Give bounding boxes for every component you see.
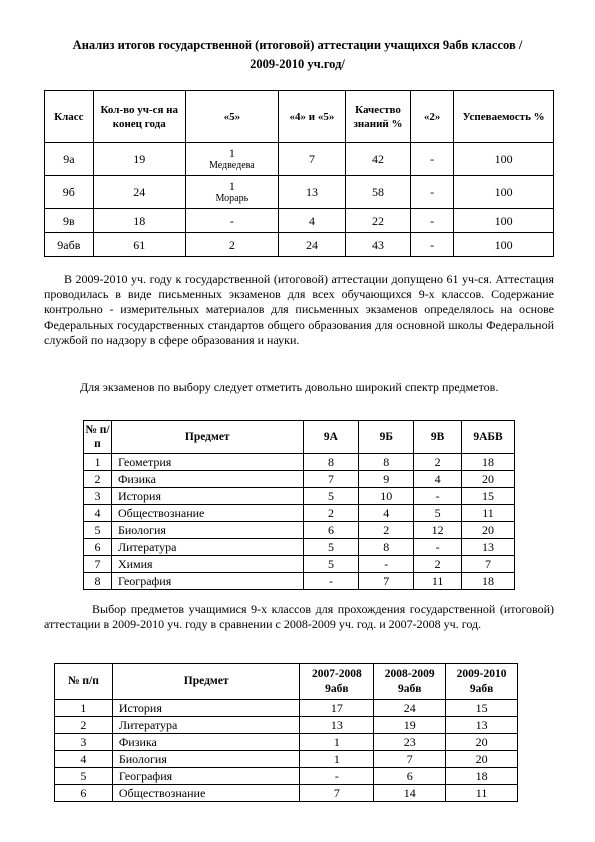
table-cell: 2 bbox=[414, 556, 462, 573]
year-label: 2007-2008 bbox=[311, 667, 362, 680]
table-cell: 2 bbox=[359, 522, 414, 539]
cell-count: 18 bbox=[93, 209, 185, 233]
table-cell: 6 bbox=[303, 522, 359, 539]
year-label: 2008-2009 bbox=[384, 667, 435, 680]
year-classes-label: 9абв bbox=[397, 682, 422, 695]
table-cell: 2 bbox=[303, 505, 359, 522]
header-9b: 9Б bbox=[359, 421, 414, 454]
table-row bbox=[84, 471, 515, 488]
year-classes-label: 9абв bbox=[325, 682, 349, 695]
table-cell: 18 bbox=[462, 454, 515, 471]
table-row bbox=[55, 734, 518, 751]
table-row bbox=[55, 700, 518, 717]
cell-subject: Биология bbox=[111, 522, 303, 539]
table-cell: 18 bbox=[446, 768, 518, 785]
table-row bbox=[45, 233, 554, 257]
header-year-2007 bbox=[300, 664, 374, 700]
cell-quality: 43 bbox=[346, 233, 411, 257]
table-cell: 3 bbox=[55, 734, 113, 751]
table-cell: 8 bbox=[303, 454, 359, 471]
five-count: 1 bbox=[228, 145, 235, 160]
table-row bbox=[84, 522, 515, 539]
table-cell: 2 bbox=[84, 471, 112, 488]
paragraph-comparison: Выбор предметов учащимися 9-х классов для прохождения государственной (итоговой) аттестации в 2009-2010 уч. году в сравнении с 2008-2009 уч. год. и 2007-2008 уч. год. bbox=[44, 602, 554, 632]
table-row bbox=[84, 573, 515, 590]
cell-success: 100 bbox=[454, 233, 554, 257]
table-row bbox=[45, 176, 554, 209]
table-row bbox=[55, 785, 518, 802]
table-row bbox=[55, 768, 518, 785]
table-cell: 5 bbox=[84, 522, 112, 539]
header-subject: Предмет bbox=[112, 664, 300, 700]
table-cell: 11 bbox=[414, 573, 462, 590]
table-cell: 1 bbox=[55, 700, 113, 717]
paragraph-admission: В 2009-2010 уч. году к государственной (итоговой) аттестации допущено 61 уч-ся. Аттестация проводилась в виде письменных экзаменов для всех обучающихся 9-х классов. Содержание контрольно - измерительных материалов для письменных экзаменов определялось на основе Федеральных государственных стандартов общего образования для основной школы Федеральной службой по надзору в сфере образования и науки. bbox=[44, 272, 554, 347]
table-cell: 7 bbox=[300, 785, 374, 802]
table-cell: 1 bbox=[84, 454, 112, 471]
table-cell: 8 bbox=[84, 573, 112, 590]
header-year-2008 bbox=[374, 664, 446, 700]
table-cell: 14 bbox=[374, 785, 446, 802]
cell-subject: Литература bbox=[112, 717, 300, 734]
header-9v: 9В bbox=[414, 421, 462, 454]
header-five: «5» bbox=[185, 91, 278, 143]
cell-subject: Биология bbox=[112, 751, 300, 768]
table-cell: 4 bbox=[84, 505, 112, 522]
cell-success: 100 bbox=[454, 176, 554, 209]
cell-success: 100 bbox=[454, 209, 554, 233]
cell-subject: Физика bbox=[111, 471, 303, 488]
cell-subject: Геометрия bbox=[111, 454, 303, 471]
header-count: Кол-во уч-ся на конец года bbox=[93, 91, 185, 143]
five-student-name: Медведева bbox=[208, 159, 255, 171]
cell-subject: Обществознание bbox=[111, 505, 303, 522]
table-cell: 3 bbox=[84, 488, 112, 505]
cell-two: - bbox=[411, 176, 454, 209]
table-cell: 13 bbox=[300, 717, 374, 734]
table-cell: 17 bbox=[300, 700, 374, 717]
cell-five bbox=[185, 143, 278, 176]
header-two: «2» bbox=[411, 91, 454, 143]
table-cell: 12 bbox=[414, 522, 462, 539]
cell-subject: География bbox=[112, 768, 300, 785]
table-cell: 4 bbox=[414, 471, 462, 488]
cell-count: 61 bbox=[93, 233, 185, 257]
cell-subject: История bbox=[111, 488, 303, 505]
table-cell: 7 bbox=[374, 751, 446, 768]
cell-subject: Обществознание bbox=[112, 785, 300, 802]
table-cell: 6 bbox=[55, 785, 113, 802]
years-table-body bbox=[55, 700, 518, 802]
table-row bbox=[84, 556, 515, 573]
cell-subject: География bbox=[111, 573, 303, 590]
header-number: № п/п bbox=[84, 421, 112, 454]
cell-quality: 58 bbox=[346, 176, 411, 209]
table-row bbox=[55, 717, 518, 734]
cell-two: - bbox=[411, 209, 454, 233]
table-cell: 4 bbox=[359, 505, 414, 522]
table-cell: 23 bbox=[374, 734, 446, 751]
header-success: Успеваемость % bbox=[454, 91, 554, 143]
table-cell: 7 bbox=[462, 556, 515, 573]
cell-two: - bbox=[411, 143, 454, 176]
table-cell: - bbox=[359, 556, 414, 573]
table-row bbox=[84, 454, 515, 471]
header-year-2009 bbox=[446, 664, 518, 700]
table-cell: - bbox=[414, 488, 462, 505]
year-label: 2009-2010 bbox=[456, 667, 507, 680]
header-9a: 9А bbox=[303, 421, 359, 454]
table-cell: 9 bbox=[359, 471, 414, 488]
table-cell: 8 bbox=[359, 454, 414, 471]
cell-subject: Химия bbox=[111, 556, 303, 573]
table-cell: 1 bbox=[300, 734, 374, 751]
title-line-1: Анализ итогов государственной (итоговой) аттестации учащихся 9абв классов / bbox=[72, 38, 523, 52]
table-cell: 13 bbox=[462, 539, 515, 556]
cell-class: 9абв bbox=[45, 233, 94, 257]
cell-four-five: 4 bbox=[278, 209, 345, 233]
cell-subject: История bbox=[112, 700, 300, 717]
table-cell: 6 bbox=[84, 539, 112, 556]
table-row bbox=[45, 209, 554, 233]
cell-subject: Физика bbox=[112, 734, 300, 751]
cell-quality: 42 bbox=[346, 143, 411, 176]
table-cell: 20 bbox=[446, 751, 518, 768]
cell-class: 9а bbox=[45, 143, 94, 176]
cell-quality: 22 bbox=[346, 209, 411, 233]
cell-two: - bbox=[411, 233, 454, 257]
table-cell: 5 bbox=[55, 768, 113, 785]
results-table bbox=[44, 90, 554, 257]
table-cell: 24 bbox=[374, 700, 446, 717]
table-cell: 5 bbox=[303, 556, 359, 573]
table-cell: - bbox=[303, 573, 359, 590]
table-cell: 4 bbox=[55, 751, 113, 768]
header-9abv: 9АБВ bbox=[462, 421, 515, 454]
header-four-five: «4» и «5» bbox=[278, 91, 345, 143]
paragraph-elective: Для экзаменов по выбору следует отметить довольно широкий спектр предметов. bbox=[80, 380, 499, 394]
table-cell: 2 bbox=[55, 717, 113, 734]
table-cell: 11 bbox=[462, 505, 515, 522]
cell-four-five: 7 bbox=[278, 143, 345, 176]
cell-success: 100 bbox=[454, 143, 554, 176]
title-line-2: 2009-2010 уч.год/ bbox=[250, 57, 345, 71]
year-classes-label: 9абв bbox=[469, 682, 494, 695]
five-student-name: Морарь bbox=[215, 192, 249, 204]
table-cell: 1 bbox=[300, 751, 374, 768]
subjects-by-class-table bbox=[83, 420, 515, 590]
table-cell: 5 bbox=[303, 539, 359, 556]
cell-class: 9в bbox=[45, 209, 94, 233]
table-cell: 2 bbox=[414, 454, 462, 471]
cell-five: - bbox=[185, 209, 278, 233]
header-quality: Качество знаний % bbox=[346, 91, 411, 143]
table-cell: - bbox=[414, 539, 462, 556]
table-cell: 8 bbox=[359, 539, 414, 556]
years-header-row bbox=[55, 664, 518, 700]
five-count: 1 bbox=[228, 178, 235, 193]
header-subject: Предмет bbox=[111, 421, 303, 454]
table-cell: 15 bbox=[446, 700, 518, 717]
table-row bbox=[45, 143, 554, 176]
subjects-header-row bbox=[84, 421, 515, 454]
table-cell: 7 bbox=[359, 573, 414, 590]
results-header-row bbox=[45, 91, 554, 143]
subjects-table-body bbox=[84, 454, 515, 590]
table-row bbox=[84, 488, 515, 505]
table-row bbox=[84, 505, 515, 522]
cell-five: 2 bbox=[185, 233, 278, 257]
cell-four-five: 24 bbox=[278, 233, 345, 257]
subjects-by-year-table bbox=[54, 663, 518, 802]
table-cell: 7 bbox=[303, 471, 359, 488]
table-cell: 19 bbox=[374, 717, 446, 734]
table-row bbox=[84, 539, 515, 556]
table-cell: 7 bbox=[84, 556, 112, 573]
cell-four-five: 13 bbox=[278, 176, 345, 209]
table-cell: 5 bbox=[414, 505, 462, 522]
cell-count: 24 bbox=[93, 176, 185, 209]
table-cell: 20 bbox=[462, 471, 515, 488]
table-cell: 11 bbox=[446, 785, 518, 802]
header-class: Класс bbox=[45, 91, 94, 143]
table-cell: 10 bbox=[359, 488, 414, 505]
table-cell: 6 bbox=[374, 768, 446, 785]
table-cell: 13 bbox=[446, 717, 518, 734]
table-cell: 18 bbox=[462, 573, 515, 590]
cell-subject: Литература bbox=[111, 539, 303, 556]
header-number: № п/п bbox=[55, 664, 113, 700]
table-cell: 20 bbox=[446, 734, 518, 751]
document-title bbox=[30, 36, 565, 74]
table-row bbox=[55, 751, 518, 768]
table-cell: 15 bbox=[462, 488, 515, 505]
cell-five bbox=[185, 176, 278, 209]
cell-class: 9б bbox=[45, 176, 94, 209]
cell-count: 19 bbox=[93, 143, 185, 176]
table-cell: 5 bbox=[303, 488, 359, 505]
table-cell: 20 bbox=[462, 522, 515, 539]
table-cell: - bbox=[300, 768, 374, 785]
